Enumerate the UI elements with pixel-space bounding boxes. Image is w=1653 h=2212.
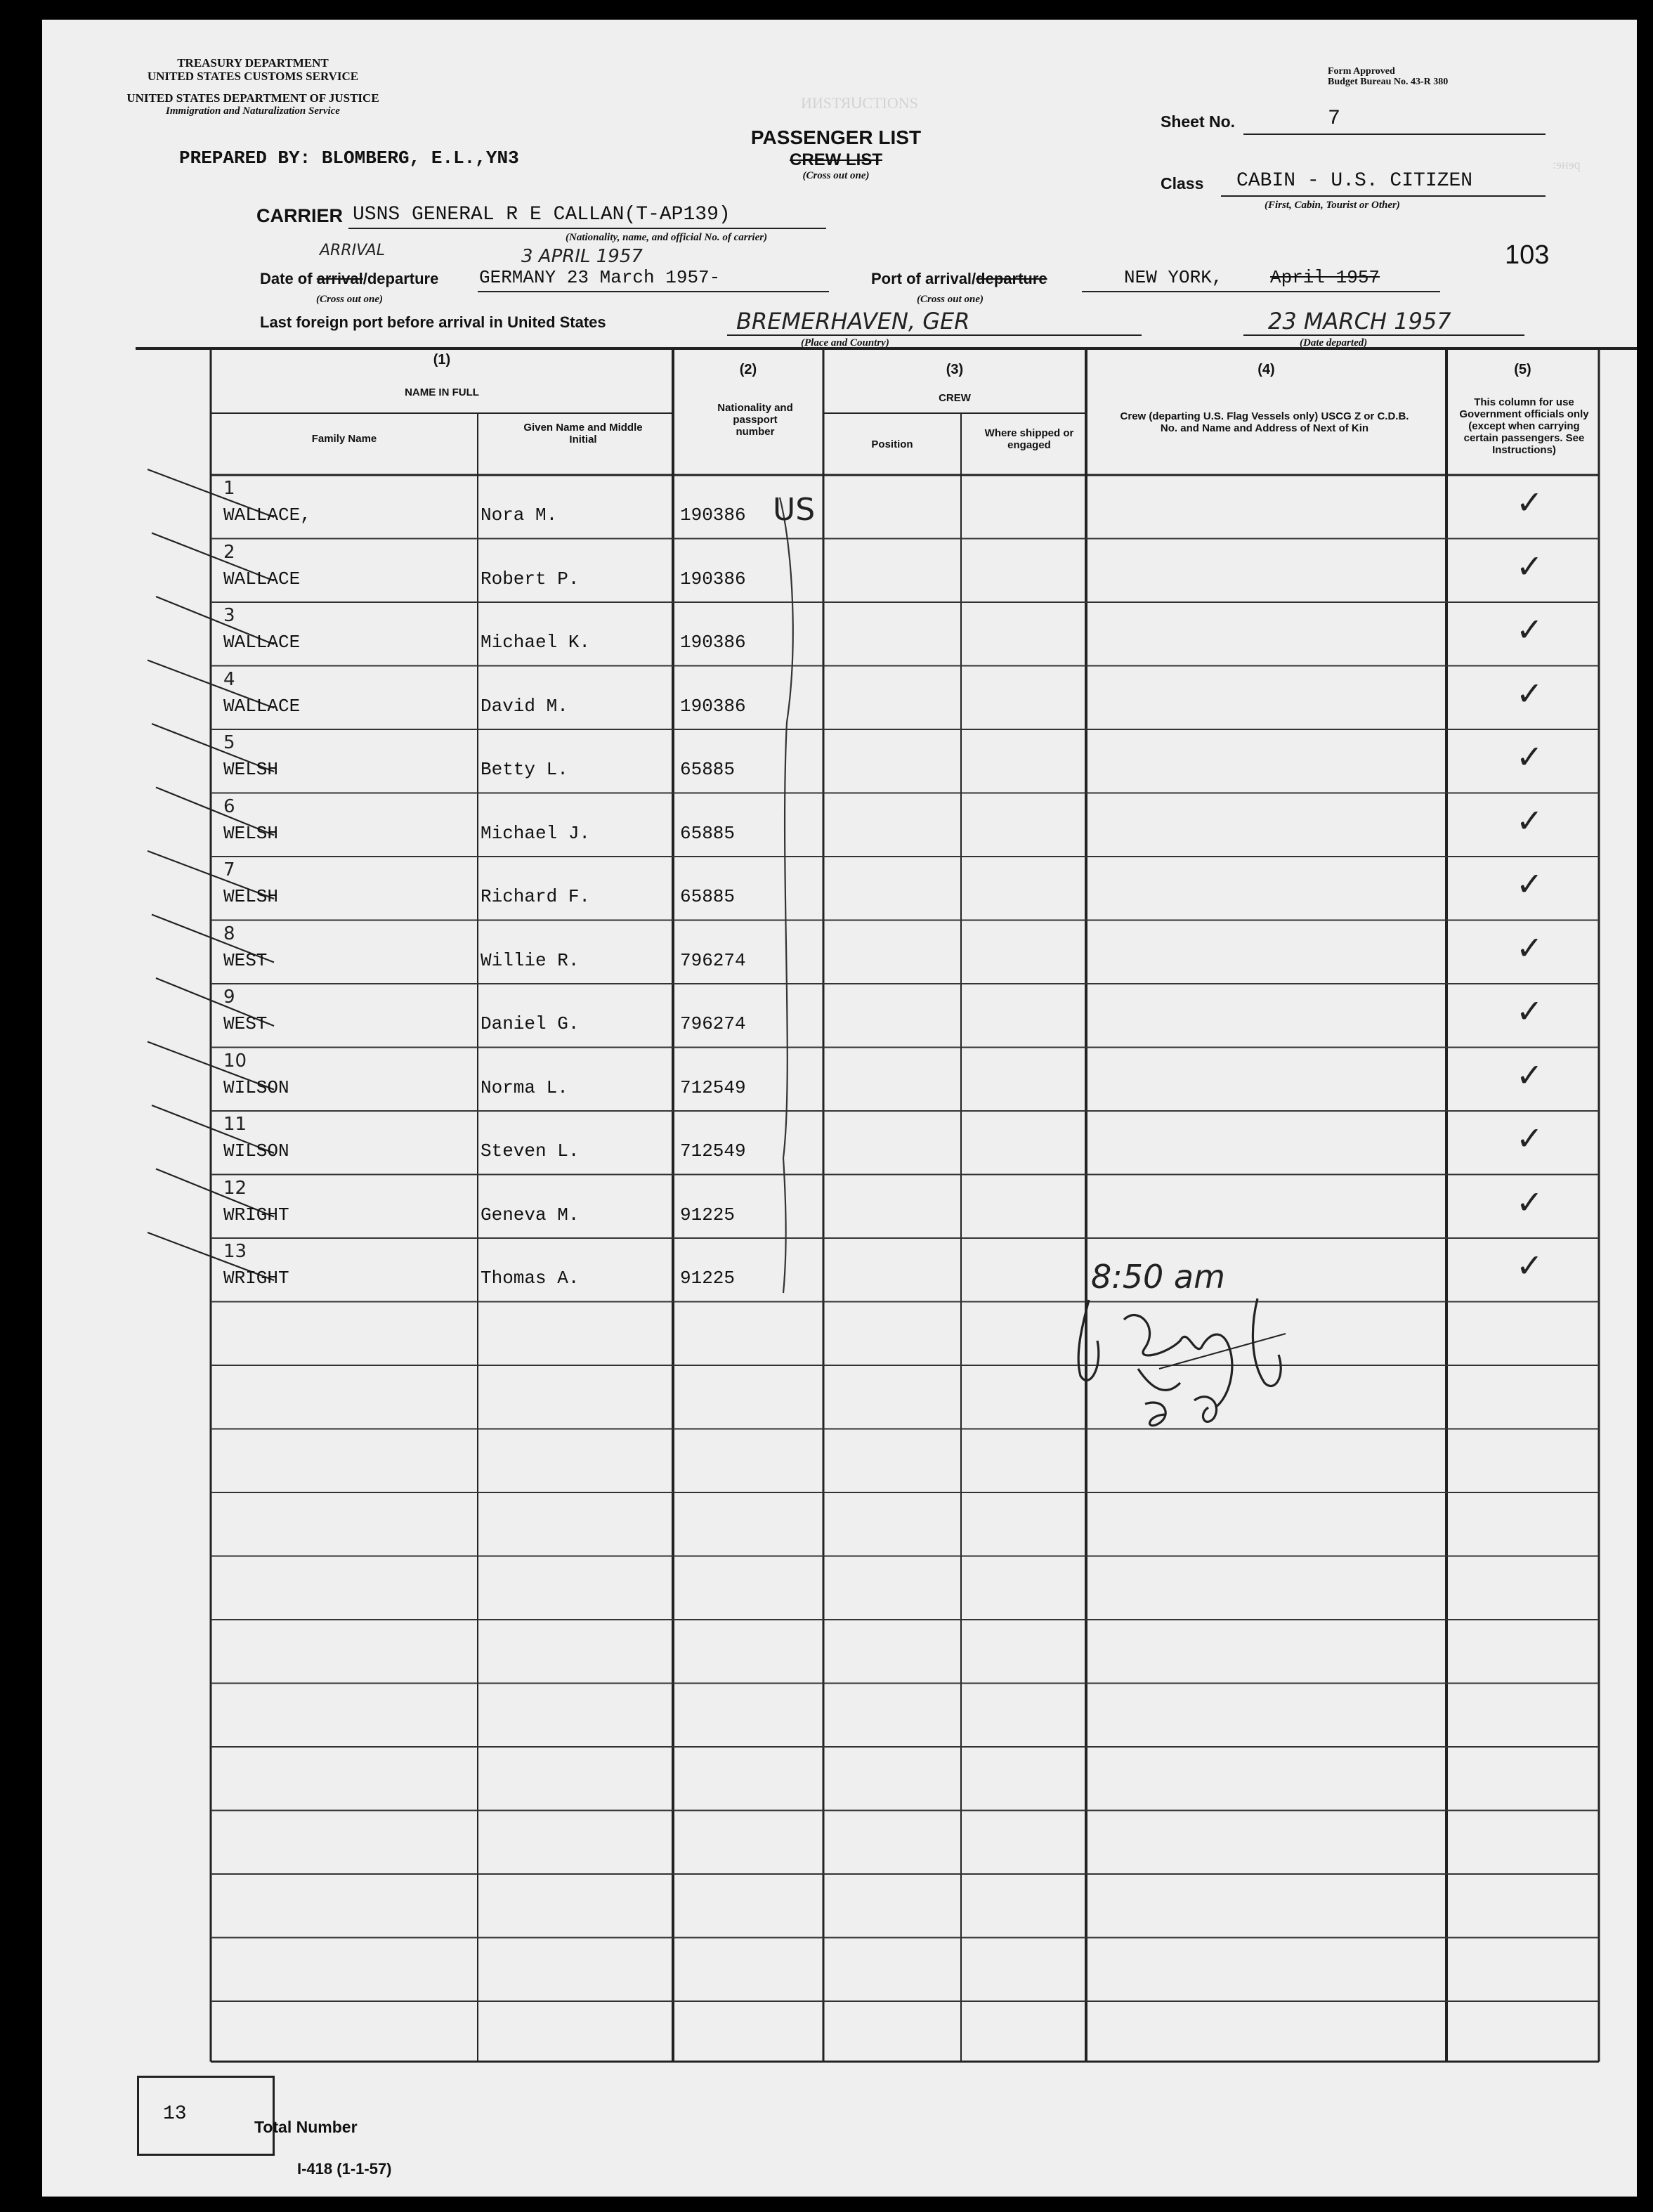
passport-number: 91225 <box>680 1204 736 1225</box>
agency-line-3: UNITED STATES DEPARTMENT OF JUSTICE <box>126 91 379 105</box>
row-number: 13 <box>223 1241 247 1262</box>
col3-num: (3) <box>946 362 964 377</box>
row-number: 2 <box>223 541 235 563</box>
family-name: WEST <box>223 949 268 971</box>
passport-number: 712549 <box>680 1140 746 1162</box>
class-label: Class <box>1161 174 1204 193</box>
family-name: WALLACE <box>223 695 301 717</box>
family-name: WALLACE <box>223 568 301 590</box>
date-label-b: /departure <box>362 270 439 287</box>
given-name: Betty L. <box>481 759 568 780</box>
verification-check-icon: ✓ <box>1516 484 1543 521</box>
agency-line-1: TREASURY DEPARTMENT <box>177 56 329 70</box>
carrier-hint: (Nationality, name, and official No. of carrier) <box>566 232 768 243</box>
form-approval-line-2: Budget Bureau No. 43-R 380 <box>1328 77 1449 87</box>
date-label-a: Date of <box>260 270 313 287</box>
verification-check-icon: ✓ <box>1516 802 1543 839</box>
total-value: 13 <box>163 2103 187 2125</box>
title-passenger-list: PASSENGER LIST <box>750 126 922 148</box>
sheet-value: 7 <box>1328 107 1341 131</box>
row-number: 6 <box>223 795 235 817</box>
col3-title: CREW <box>939 392 971 404</box>
form-approval-line-1: Form Approved <box>1328 66 1395 77</box>
passport-number: 796274 <box>680 1013 746 1034</box>
port-hint: (Cross out one) <box>917 294 984 305</box>
carrier-label: CARRIER <box>256 205 344 226</box>
verification-check-icon: ✓ <box>1516 866 1543 902</box>
date-value: GERMANY 23 March 1957- <box>479 267 721 288</box>
sheet-label: Sheet No. <box>1161 112 1236 131</box>
nationality-mark: US <box>773 492 816 528</box>
last-port-date-hint: (Date departed) <box>1300 337 1368 349</box>
given-name: David M. <box>481 695 568 717</box>
port-date-struck: April 1957 <box>1270 267 1380 288</box>
date-hint: (Cross out one) <box>316 294 384 305</box>
col1-title: NAME IN FULL <box>405 386 479 398</box>
verification-check-icon: ✓ <box>1516 993 1543 1029</box>
row-number: 1 <box>223 478 235 499</box>
given-name: Norma L. <box>481 1076 568 1098</box>
verification-check-icon: ✓ <box>1516 1183 1543 1221</box>
class-hint: (First, Cabin, Tourist or Other) <box>1265 200 1400 211</box>
row-number: 7 <box>223 859 235 880</box>
passport-number: 190386 <box>680 632 746 653</box>
total-label: Total Number <box>254 2118 358 2136</box>
col5-num: (5) <box>1514 362 1531 377</box>
family-name: WALLACE <box>223 632 301 653</box>
row-number: 3 <box>223 605 235 626</box>
class-value: CABIN - U.S. CITIZEN <box>1236 170 1473 192</box>
passport-number: 190386 <box>680 568 746 590</box>
family-name: WELSH <box>223 822 279 844</box>
page-number: 103 <box>1505 240 1550 270</box>
row-number: 5 <box>223 732 235 753</box>
col4-title: Crew (departing U.S. Flag Vessels only) USCG Z or C.D.B. No. and Name and Address of Next of Kin <box>1120 410 1409 434</box>
verification-check-icon: ✓ <box>1516 1247 1543 1284</box>
last-port-value: BREMERHAVEN, GER <box>736 308 970 334</box>
total-box <box>137 2076 275 2156</box>
col1-num: (1) <box>433 352 451 367</box>
given-name: Richard F. <box>481 886 591 907</box>
verification-check-icon: ✓ <box>1516 675 1543 712</box>
carrier-value: USNS GENERAL R E CALLAN(T-AP139) <box>353 204 731 226</box>
col3-where: Where shipped or engaged <box>984 427 1074 451</box>
title-hint: (Cross out one) <box>802 170 870 181</box>
passport-number: 712549 <box>680 1076 746 1098</box>
passenger-list-form: TREASURY DEPARTMENT UNITED STATES CUSTOMS SERVICE UNITED STATES DEPARTMENT OF JUSTICE Immigration and Naturalization Service Form Approved Budget Bureau No. 43-R 380 PREPARED BY: BLOMBERG, E.L.,YN3 PASSENGER LIST CREW LIST (Cross out one) Sheet No. 7 Class CABIN - U.S. CITIZEN (First, Cabin, Tourist or Other) 103 CARRIER USNS GENERAL R E CALLAN(T-AP139) (Nationality, name, and official No. of carrier) ARRIVAL 3 APRIL 1957 Date of arrival/departure GERMANY 23 March 1957- (Cross out one) Port of arrival/departure NEW YORK, April 1957 (Cross out one) Last foreign port before arrival in United States BREMERHAVEN, GER (Place and Country) 23 MARCH 1957 (Date departed) ИИЅТЯՍCTIONS :ɘʜɘq (1) NAME IN FULL Family Name Given Name and Middle Initial (2) Nationality and passport number (3) CREW Position Where shipped or engaged (4) Crew (departing U.S. Flag Vessels only) USCG Z or C.D.B. No. and Name and Address of Next of Kin (5) This column for use Government officials only (except when carrying certain passengers. See Instructions) US WALLACE, Nora M. 190386 1 ✓ WALLACE Robert P. 190386 2 ✓ WALLACE Michael K. 190386 3 ✓ WALLACE David M. 190386 4 ✓ WELSH Betty L. 65885 5 ✓ WELSH Michael J. 65885 6 ✓ WELSH Richard F. 65885 7 ✓ WEST Willie R. 796274 8 ✓ WEST Daniel G. 796274 9 ✓ WILSON Norma L. 712549 10 ✓ WILSON Steven L. 712549 11 ✓ WRIGHT Geneva M. 91225 12 ✓ WRIGHT Thomas A. 91225 13 ✓ 8:50 am 13 Total Number I-418 (1-1-57) <box>42 20 1637 2197</box>
passport-number: 65885 <box>680 759 736 780</box>
handwritten-arrival: ARRIVAL <box>320 242 385 259</box>
col2-num: (2) <box>739 362 757 377</box>
given-name: Willie R. <box>481 949 580 971</box>
verification-check-icon: ✓ <box>1516 547 1543 585</box>
given-name: Michael K. <box>481 632 591 653</box>
row-number: 11 <box>223 1114 247 1135</box>
passport-number: 65885 <box>680 886 736 907</box>
passport-number: 91225 <box>680 1268 736 1289</box>
agency-line-2: UNITED STATES CUSTOMS SERVICE <box>147 70 359 83</box>
row-number: 12 <box>223 1177 247 1199</box>
verification-check-icon: ✓ <box>1516 1120 1543 1157</box>
family-name: WRIGHT <box>223 1268 289 1289</box>
col5-title: This column for use Government officials only (except when carrying certain passengers. See Instructions) <box>1459 396 1589 456</box>
family-name: WALLACE, <box>223 505 311 526</box>
signature <box>1078 1299 1286 1426</box>
passport-number: 796274 <box>680 949 746 971</box>
verification-check-icon: ✓ <box>1516 929 1543 966</box>
family-name: WEST <box>223 1013 268 1034</box>
last-port-label: Last foreign port before arrival in United States <box>260 313 606 331</box>
col4-num: (4) <box>1257 362 1275 377</box>
given-name: Steven L. <box>481 1140 580 1162</box>
family-name: WILSON <box>223 1076 289 1098</box>
family-name: WRIGHT <box>223 1204 289 1225</box>
port-value: NEW YORK, <box>1124 267 1223 288</box>
col2-title: Nationality and passport number <box>717 402 793 438</box>
form-id: I-418 (1-1-57) <box>297 2160 392 2178</box>
family-name: WELSH <box>223 886 279 907</box>
last-port-hint: (Place and Country) <box>801 337 889 349</box>
handwritten-time: 8:50 am <box>1091 1258 1225 1296</box>
verification-check-icon: ✓ <box>1516 739 1543 775</box>
given-name: Geneva M. <box>481 1204 580 1225</box>
row-number: 9 <box>223 987 235 1008</box>
last-port-date: 23 MARCH 1957 <box>1268 308 1451 334</box>
title-crew-list-struck: CREW LIST <box>790 150 882 169</box>
given-name: Nora M. <box>481 505 558 526</box>
date-label-struck: arrival <box>316 270 363 287</box>
verification-check-icon: ✓ <box>1516 1056 1543 1093</box>
port-label-struck: departure <box>976 270 1047 287</box>
table-grid <box>42 20 1637 2197</box>
family-name: WILSON <box>223 1140 289 1162</box>
given-name: Michael J. <box>481 822 591 844</box>
row-number: 4 <box>223 668 235 690</box>
agency-line-4: Immigration and Naturalization Service <box>166 105 340 117</box>
given-name: Thomas A. <box>481 1268 580 1289</box>
family-name: WELSH <box>223 759 279 780</box>
row-number: 8 <box>223 923 235 944</box>
passport-number: 190386 <box>680 695 746 717</box>
row-number: 10 <box>223 1050 247 1072</box>
passport-number: 65885 <box>680 822 736 844</box>
given-name: Robert P. <box>481 568 580 590</box>
col3-position: Position <box>871 438 913 450</box>
prepared-by: PREPARED BY: BLOMBERG, E.L.,YN3 <box>179 148 519 169</box>
port-label-a: Port of arrival/ <box>871 270 976 287</box>
handwritten-date: 3 APRIL 1957 <box>521 246 643 267</box>
given-name: Daniel G. <box>481 1013 580 1034</box>
passport-number: 190386 <box>680 505 746 526</box>
verification-check-icon: ✓ <box>1516 611 1543 648</box>
col1-family: Family Name <box>311 433 377 445</box>
col1-given: Given Name and Middle Initial <box>523 422 643 445</box>
